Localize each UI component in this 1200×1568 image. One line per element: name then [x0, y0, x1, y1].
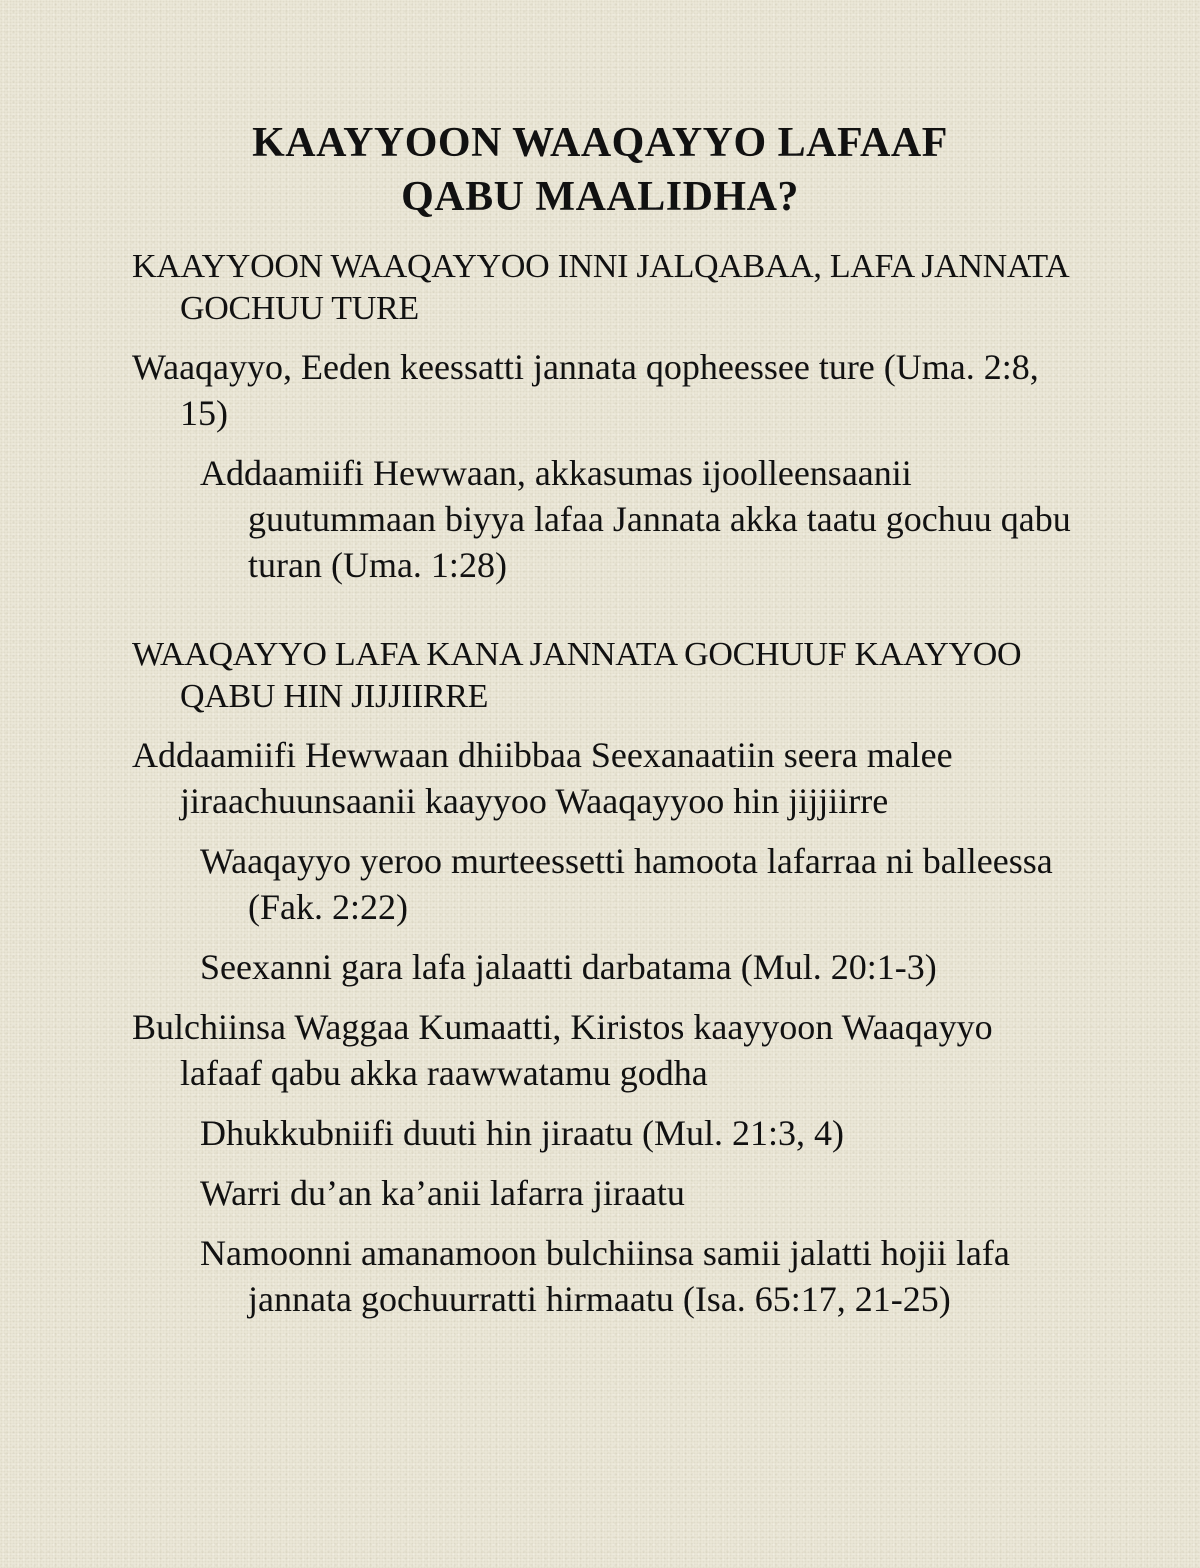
main-point: Addaamiifi Hewwaan dhiibbaa Seexanaatiin seera malee jiraachuunsaanii kaayyoo Waaqayyoo hin jijjiirre: [132, 735, 953, 821]
outline: [132, 246, 1072, 1322]
sub-point: Addaamiifi Hewwaan, akkasumas ijoolleensaanii guutummaan biyya lafaa Jannata akka taatu gochuu qabu turan (Uma. 1:28): [200, 453, 1071, 585]
section-1: [132, 246, 1072, 588]
sub-point: Waaqayyo yeroo murteessetti hamoota lafarraa ni balleessa (Fak. 2:22): [200, 841, 1053, 927]
sub-point: Dhukkubniifi duuti hin jiraatu (Mul. 21:3, 4): [200, 1113, 844, 1153]
section-heading: KAAYYOON WAAQAYYOO INNI JALQABAA, LAFA JANNATA GOCHUU TURE: [132, 248, 1068, 327]
page-title: [130, 116, 1070, 224]
section-heading: WAAQAYYO LAFA KANA JANNATA GOCHUUF KAAYYOO QABU HIN JIJJIIRRE: [132, 636, 1022, 715]
title-line-1: KAAYYOON WAAQAYYO LAFAAF: [252, 120, 948, 166]
section-2: [132, 634, 1072, 1322]
main-point: Waaqayyo, Eeden keessatti jannata qopheessee ture (Uma. 2:8, 15): [132, 347, 1039, 433]
title-line-2: QABU MAALIDHA?: [401, 174, 799, 220]
sub-point: Warri du’an ka’anii lafarra jiraatu: [200, 1173, 685, 1213]
main-point: Bulchiinsa Waggaa Kumaatti, Kiristos kaayyoon Waaqayyo lafaaf qabu akka raawwatamu godha: [132, 1007, 993, 1093]
sub-point: Seexanni gara lafa jalaatti darbatama (Mul. 20:1-3): [200, 947, 937, 987]
sub-point: Namoonni amanamoon bulchiinsa samii jalatti hojii lafa jannata gochuurratti hirmaatu (Isa. 65:17, 21-25): [200, 1233, 1010, 1319]
